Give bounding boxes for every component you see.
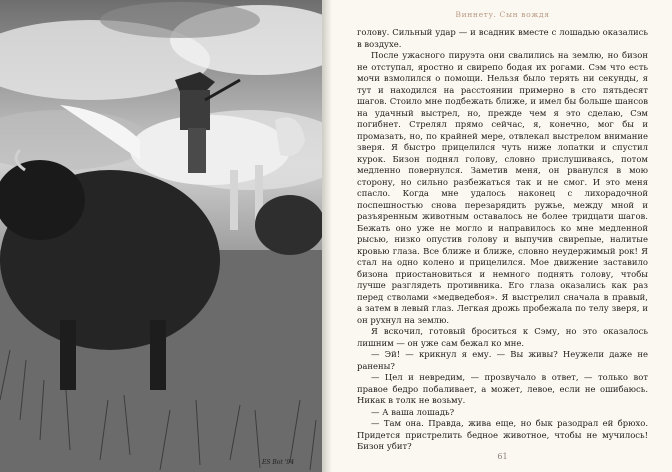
artist-signature: ES Bot '94: [262, 459, 295, 466]
bison-background: [255, 195, 322, 255]
paragraph: голову. Сильный удар — и всадник вместе с лошадью оказались в воздухе.: [357, 27, 648, 49]
buffalo-hunt-painting: [0, 0, 322, 472]
paragraph: — Цел и невредим, — прозвучало в ответ, — только вот правое бедро побаливает, а может, левое, если не ошибаюсь. Никак в толк не возьму.: [357, 372, 648, 405]
page-gutter: [322, 0, 332, 472]
paragraph: — А ваша лошадь?: [371, 406, 455, 417]
paragraph: После ужасного пируэта они свалились на землю, но бизон не отступал, яростно и свирепо бодая их рогами. Сэм что есть мочи взмолился о помощи. Нельзя было терять ни секунды, я тут и находился на расстоянии примерно в сто пятьдесят шагов. Стоило мне подбежать ближе, и имел бы больше шансов на удачный выстрел, но, прежде чем я это сделаю, Сэм погибнет. Стрелял прямо сейчас, я, конечно, мог бы и промазать, но, по крайней мере, отвлекал выстрелом внимание зверя. Я быстро прицелился чуть ниже лопатки и спустил курок. Бизон поднял голову, словно прислушиваясь, потом медленно повернулся. Заметив меня, он рванулся в мою сторону, но сильно разбежаться так и не смог. И это меня спасло. Когда мне удалось наконец с лихорадочной поспешностью снова перезарядить ружье, между мной и разъяренным животным оставалось не более тридцати шагов. Бежать оно уже не могло и направилось ко мне медленной рысью, низко опустив голову и выпучив свирепые, налитые кровью глаза. Все ближе и ближе, словно неудержимый рок! Я стал на одно колено и прицелился. Мое движение заставило бизона приостановиться и немного поднять голову, чтобы лучше разглядеть противника. Его глаза оказались как раз перед стволами «медведебоя». Я выстрелил сначала в правый, а затем в левый глаз. Легкая дрожь пробежала по телу зверя, и он рухнул на землю.: [357, 50, 648, 325]
paragraph: Я вскочил, готовый броситься к Сэму, но это оказалось лишним — он уже сам бежал ко мне.: [357, 326, 648, 348]
text-page: [333, 0, 672, 472]
paragraph: — Там она. Правда, жива еще, но бык разодрал ей брюхо. Придется пристрелить бедное животное, чтобы не мучилось! Бизон убит?: [357, 418, 648, 451]
body-text: [357, 27, 648, 453]
paragraph: — Эй! — крикнул я ему. — Вы живы? Неужели даже не ранены?: [357, 349, 648, 371]
page-number: 61: [497, 452, 508, 461]
book-illustration: [0, 0, 322, 472]
running-title: Виннету. Сын вождя: [455, 10, 550, 19]
